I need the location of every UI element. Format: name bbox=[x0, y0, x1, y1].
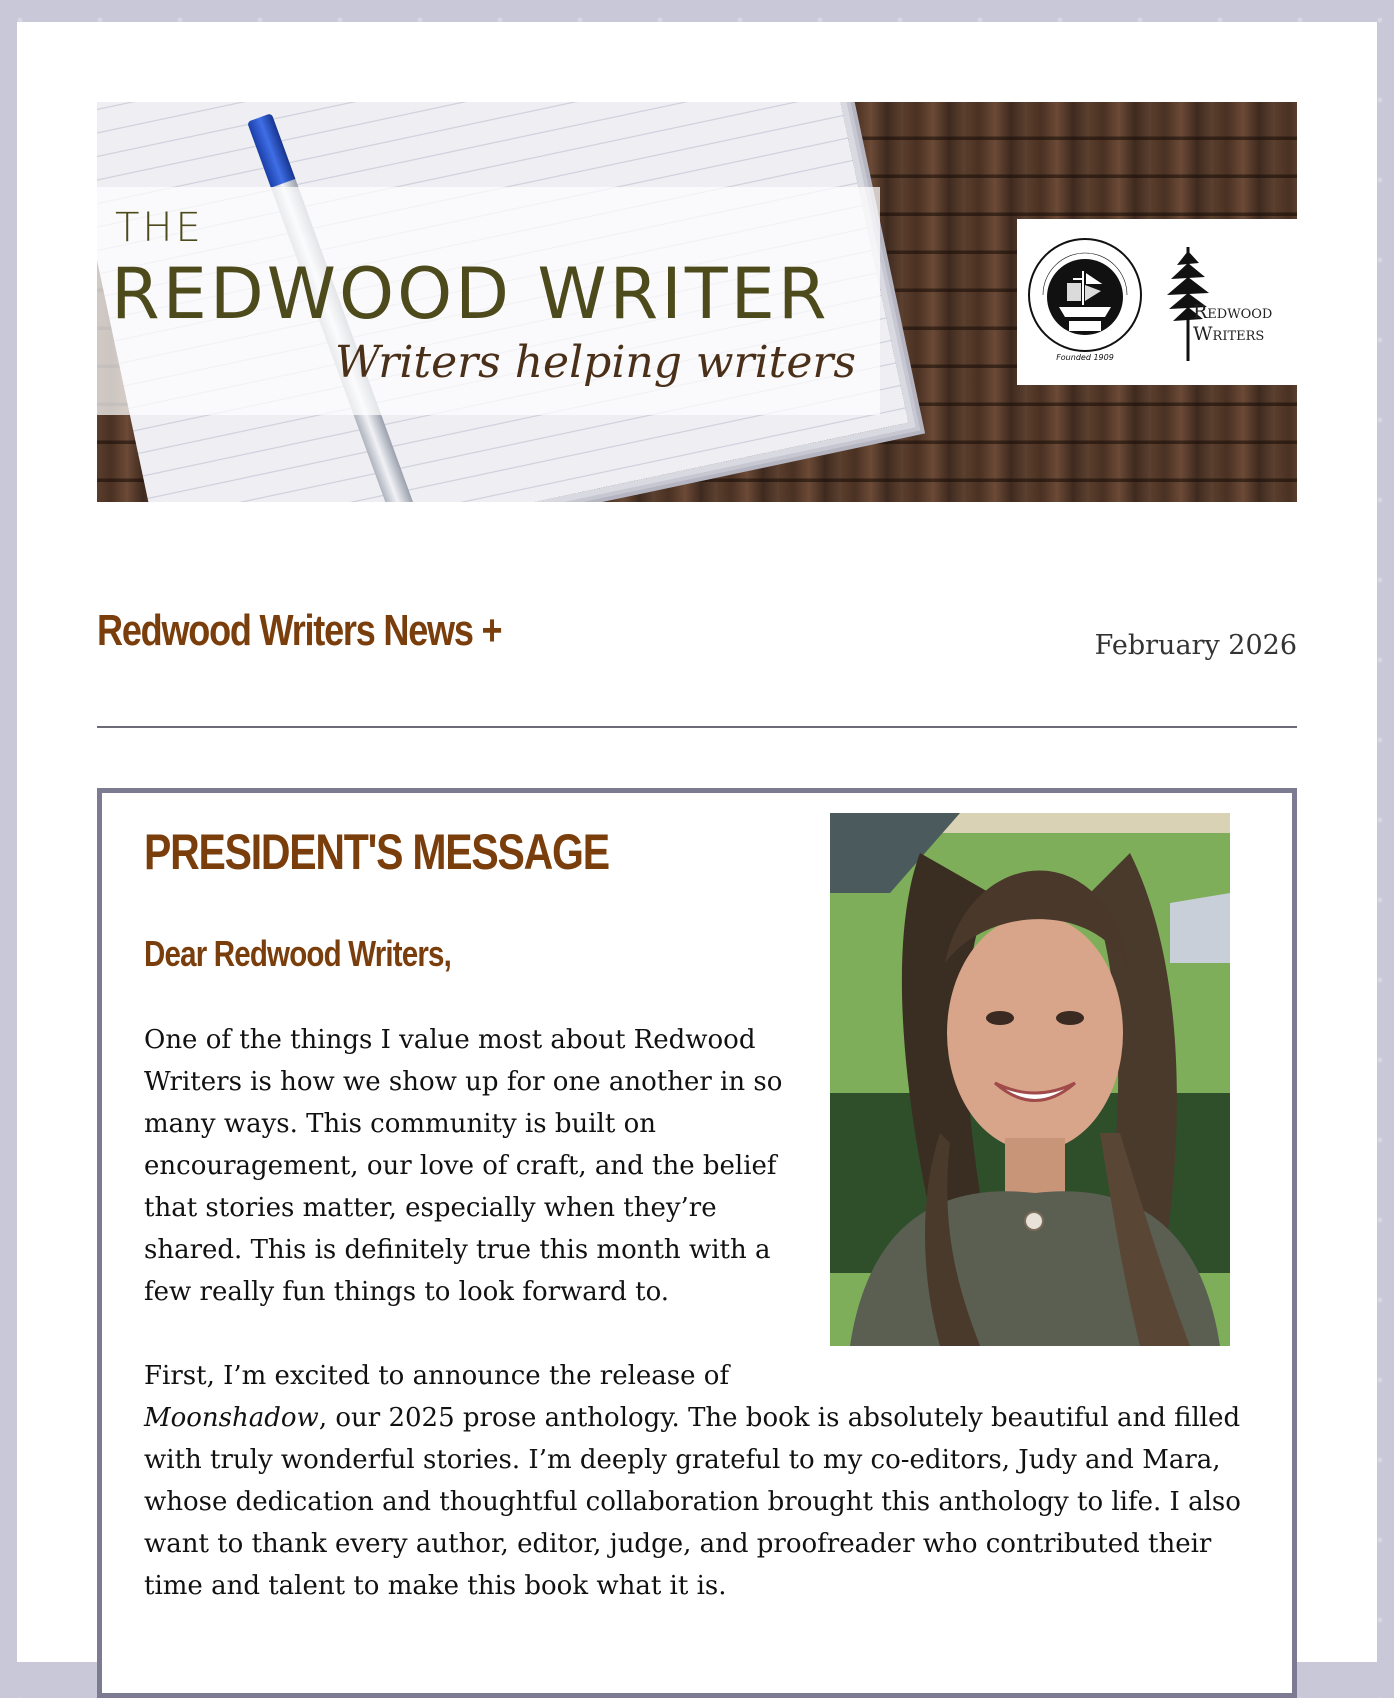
newsletter-sheet bbox=[17, 22, 1377, 1662]
section-title: Redwood Writers News + bbox=[97, 606, 502, 655]
presidents-message-greeting: Dear Redwood Writers, bbox=[144, 933, 452, 974]
paragraph-2-start: First, I’m excited to announce the release of bbox=[144, 1361, 730, 1391]
logo-box bbox=[1017, 219, 1297, 385]
masthead-the: THE bbox=[115, 205, 204, 251]
header-banner bbox=[97, 102, 1297, 502]
section-divider bbox=[97, 726, 1297, 728]
masthead-title: REDWOOD WRITER bbox=[111, 253, 830, 335]
redwood-writers-logo-text bbox=[1193, 301, 1272, 345]
issue-date: February 2026 bbox=[1094, 630, 1297, 661]
rw-name-line2: Writers bbox=[1193, 323, 1265, 345]
presidents-message-paragraph-1: One of the things I value most about Redwood Writers is how we show up for one another in so many ways. This community is built on encouragement, our love of craft, and the belief that stories matter, especially when they’re shared. This is definitely true this month with a few really fun things to look forward to. bbox=[144, 1025, 783, 1307]
anthology-title: Moonshadow bbox=[144, 1403, 319, 1433]
california-writers-club-seal-icon bbox=[1025, 235, 1145, 361]
presidents-message-heading: PRESIDENT'S MESSAGE bbox=[144, 824, 609, 880]
cwc-founded-text: Founded 1909 bbox=[1056, 353, 1114, 362]
president-photo bbox=[830, 813, 1230, 1346]
paragraph-2-rest: , our 2025 prose anthology. The book is absolutely beautiful and filled with truly wonderful stories. I’m deeply grateful to my co-editors, Judy and Mara, whose dedication and thoughtful collaboration brought this anthology to life. I also want to thank every author, editor, judge, and proofreader who contributed their time and talent to make this book what it is. bbox=[144, 1403, 1241, 1601]
presidents-message-paragraph-2 bbox=[144, 1355, 1264, 1607]
masthead-tagline: Writers helping writers bbox=[335, 337, 856, 388]
rw-name-line1: Redwood bbox=[1193, 301, 1273, 323]
presidents-message-box bbox=[97, 788, 1297, 1698]
title-panel bbox=[97, 187, 880, 415]
president-portrait-image bbox=[830, 813, 1230, 1346]
